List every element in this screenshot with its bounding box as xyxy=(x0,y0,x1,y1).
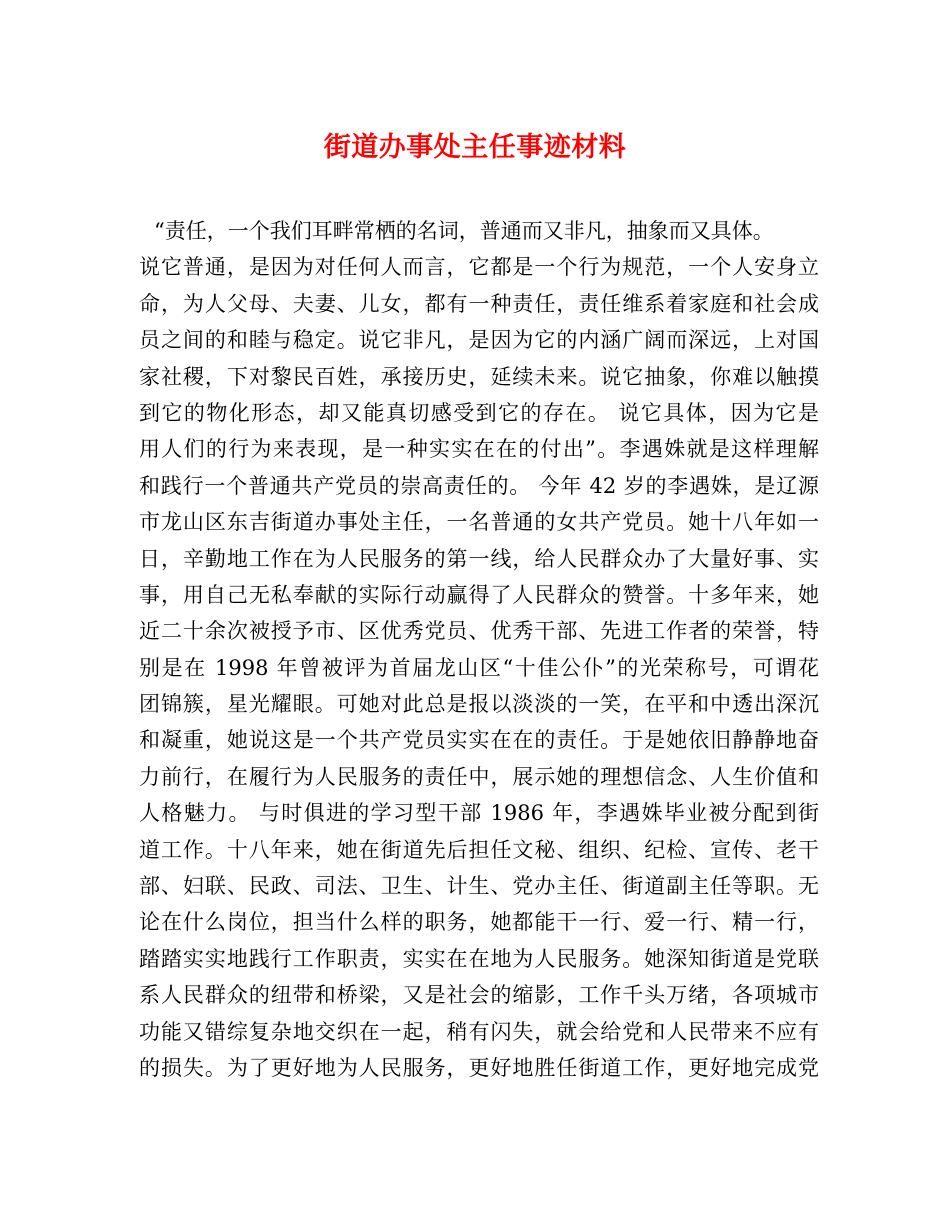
body-line: 近二十余次被授予市、区优秀党员、优秀干部、先进工作者的荣誉，特 xyxy=(139,619,819,644)
body-line: 别是在 1998 年曾被评为首届龙山区“十佳公仆”的光荣称号，可谓花 xyxy=(139,655,819,680)
body-line: 部、妇联、民政、司法、卫生、计生、党办主任、街道副主任等职。无 xyxy=(139,874,819,899)
body-line: 员之间的和睦与稳定。说它非凡，是因为它的内涵广阔而深远，上对国 xyxy=(139,328,819,353)
body-line: 功能又错综复杂地交织在一起，稍有闪失，就会给党和人民带来不应有 xyxy=(139,1019,819,1044)
body-line: 人格魅力。 与时俱进的学习型干部 1986 年，李遇姝毕业被分配到街 xyxy=(139,801,819,826)
body-line: 命，为人父母、夫妻、儿女，都有一种责任，责任维系着家庭和社会成 xyxy=(139,291,819,316)
body-line: “责任，一个我们耳畔常栖的名词，普通而又非凡，抽象而又具体。 xyxy=(154,219,774,243)
body-line: 踏踏实实地践行工作职责，实实在在地为人民服务。她深知街道是党联 xyxy=(139,946,819,971)
body-line: 和践行一个普通共产党员的崇高责任的。 今年 42 岁的李遇姝，是辽源 xyxy=(139,473,819,498)
body-line: 系人民群众的纽带和桥梁，又是社会的缩影，工作千头万绪，各项城市 xyxy=(139,983,819,1008)
body-line: 市龙山区东吉街道办事处主任，一名普通的女共产党员。她十八年如一 xyxy=(139,510,819,535)
body-line: 的损失。为了更好地为人民服务，更好地胜任街道工作，更好地完成党 xyxy=(139,1055,819,1080)
document-body xyxy=(139,213,819,1086)
body-line: 用人们的行为来表现，是一种实实在在的付出”。李遇姝就是这样理解 xyxy=(139,437,819,462)
body-line: 事，用自己无私奉献的实际行动赢得了人民群众的赞誉。十多年来，她 xyxy=(139,582,819,607)
body-line: 到它的物化形态，却又能真切感受到它的存在。 说它具体，因为它是 xyxy=(139,400,819,425)
body-line: 说它普通，是因为对任何人而言，它都是一个行为规范，一个人安身立 xyxy=(139,255,819,280)
document-title: 街道办事处主任事迹材料 xyxy=(323,132,627,163)
body-line: 力前行，在履行为人民服务的责任中，展示她的理想信念、人生价值和 xyxy=(139,764,819,789)
body-line: 日，辛勤地工作在为人民服务的第一线，给人民群众办了大量好事、实 xyxy=(139,546,819,571)
body-line: 和凝重，她说这是一个共产党员实实在在的责任。于是她依旧静静地奋 xyxy=(139,728,819,753)
body-line: 道工作。十八年来，她在街道先后担任文秘、组织、纪检、宣传、老干 xyxy=(139,837,819,862)
body-line: 论在什么岗位，担当什么样的职务，她都能干一行、爱一行、精一行， xyxy=(139,910,819,935)
body-line: 团锦簇，星光耀眼。可她对此总是报以淡淡的一笑，在平和中透出深沉 xyxy=(139,692,819,717)
body-line: 家社稷，下对黎民百姓，承接历史，延续未来。说它抽象，你难以触摸 xyxy=(139,364,819,389)
